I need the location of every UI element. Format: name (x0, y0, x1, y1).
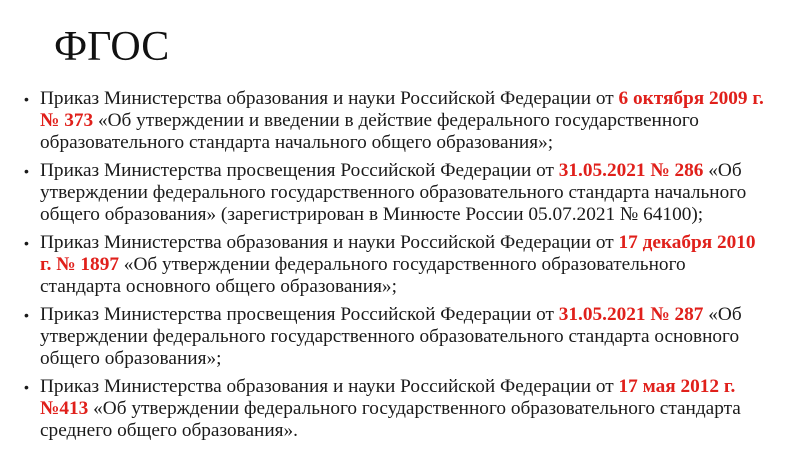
item-date-number: 31.05.2021 № 287 (558, 304, 704, 325)
list-item (24, 304, 764, 370)
item-date-number: 31.05.2021 № 286 (558, 160, 704, 181)
bullet-icon: • (24, 235, 29, 251)
list-item (24, 160, 764, 226)
list-item (24, 376, 764, 442)
item-date-number: 17 декабря 2010 г. № 1897 (40, 232, 756, 275)
item-text: «Об утверждении и введении в действие федерального государственного образовательного стандарта начального общего образования»; (40, 110, 699, 153)
item-text: Приказ Министерства образования и науки Российской Федерации от (40, 376, 619, 397)
item-text: «Об утверждении федерального государственного образовательного стандарта среднего общего образования». (40, 398, 741, 441)
list-item (24, 88, 764, 154)
item-text: Приказ Министерства образования и науки Российской Федерации от (40, 232, 619, 253)
item-text: «Об утверждении федерального государственного образовательного стандарта основного общего образования»; (40, 304, 742, 369)
bullet-icon: • (24, 163, 29, 179)
item-text: Приказ Министерства просвещения Российской Федерации от (40, 160, 559, 181)
bullet-icon: • (24, 307, 29, 323)
item-text: Приказ Министерства просвещения Российской Федерации от (40, 304, 559, 325)
slide-title: ФГОС (54, 24, 170, 70)
item-text: Приказ Министерства образования и науки Российской Федерации от (40, 88, 619, 109)
bullet-icon: • (24, 379, 29, 395)
document-list (24, 88, 764, 448)
item-text: «Об утверждении федерального государственного образовательного стандарта основного общего образования»; (40, 254, 686, 297)
item-date-number: 17 мая 2012 г. №413 (40, 376, 736, 419)
item-date-number: 6 октября 2009 г. № 373 (40, 88, 764, 131)
bullet-icon: • (24, 91, 29, 107)
item-text: «Об утверждении федерального государственного образовательного стандарта начального общего образования» (зарегистрирован в Минюсте России 05.07.2021 № 64100); (40, 160, 747, 225)
list-item (24, 232, 764, 298)
